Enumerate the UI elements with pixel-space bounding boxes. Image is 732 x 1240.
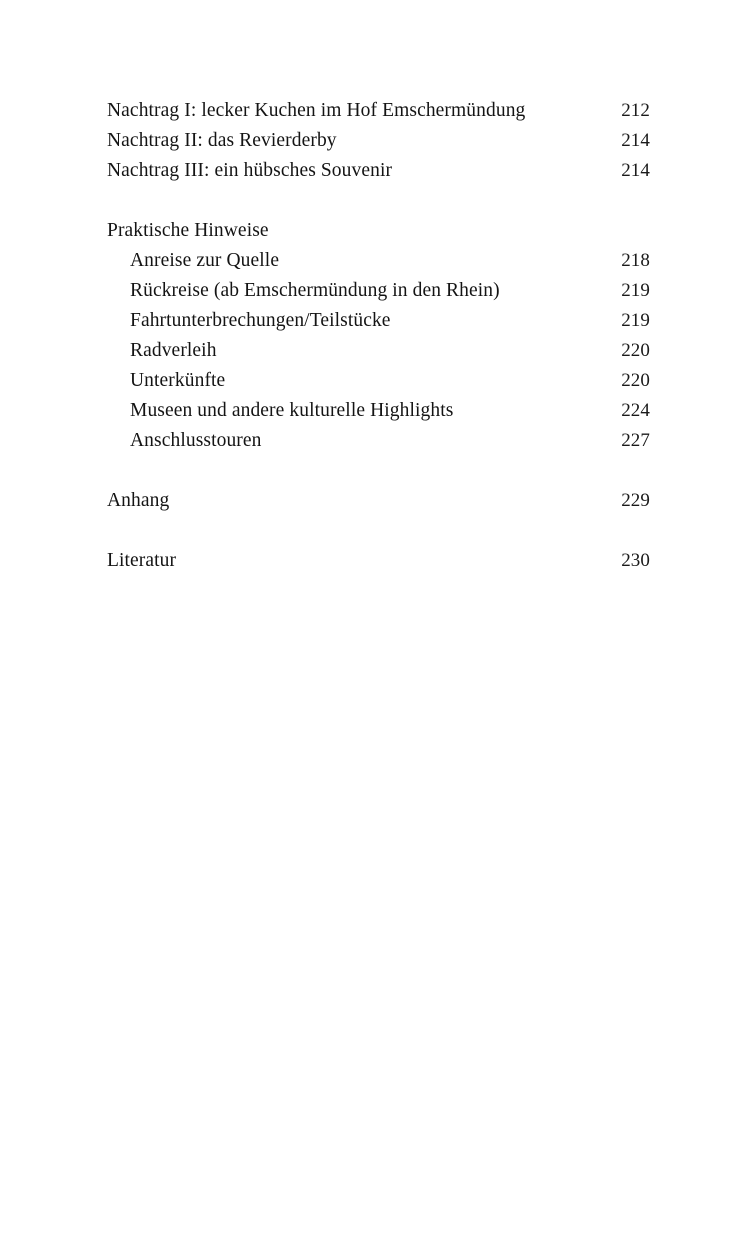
toc-entry-label: Fahrtunterbrechungen/Teilstücke [130,310,391,331]
toc-row [107,336,650,366]
toc-section [107,96,650,186]
toc-entry-label: Unterkünfte [130,370,226,391]
toc-row [107,426,650,456]
toc-entry-page-number: 219 [621,280,650,301]
toc-row [107,216,650,246]
toc-row [107,546,650,576]
toc-entry-label: Anschlusstouren [130,430,262,451]
toc-entry-label: Anreise zur Quelle [130,250,280,271]
toc-row [107,396,650,426]
toc-row [107,156,650,186]
toc-entry-page-number: 220 [621,370,650,391]
toc-entry-page-number: 230 [621,550,650,571]
toc-section [107,216,650,456]
toc-entry-page-number: 214 [621,130,650,151]
toc-row [107,96,650,126]
toc-row [107,366,650,396]
toc-entry-page-number: 212 [621,100,650,121]
toc-section [107,486,650,516]
toc-row [107,276,650,306]
toc-entry-page-number: 224 [621,400,650,421]
toc-entry-label: Nachtrag I: lecker Kuchen im Hof Emschermündung [107,100,526,121]
toc-entry-label: Praktische Hinweise [107,220,269,241]
toc-entry-page-number: 227 [621,430,650,451]
toc-entry-page-number: 214 [621,160,650,181]
toc-row [107,306,650,336]
toc-section [107,546,650,576]
toc-entry-label: Nachtrag III: ein hübsches Souvenir [107,160,393,181]
toc-entry-label: Rückreise (ab Emschermündung in den Rhein) [130,280,500,301]
toc-row [107,246,650,276]
toc-entry-page-number: 229 [621,490,650,511]
toc-entry-label: Museen und andere kulturelle Highlights [130,400,454,421]
toc-entry-label: Anhang [107,490,170,511]
table-of-contents [107,96,650,576]
toc-row [107,486,650,516]
toc-entry-label: Radverleih [130,340,217,361]
toc-entry-page-number: 218 [621,250,650,271]
toc-entry-label: Nachtrag II: das Revierderby [107,130,337,151]
toc-entry-label: Literatur [107,550,177,571]
toc-entry-page-number: 220 [621,340,650,361]
toc-row [107,126,650,156]
toc-entry-page-number: 219 [621,310,650,331]
